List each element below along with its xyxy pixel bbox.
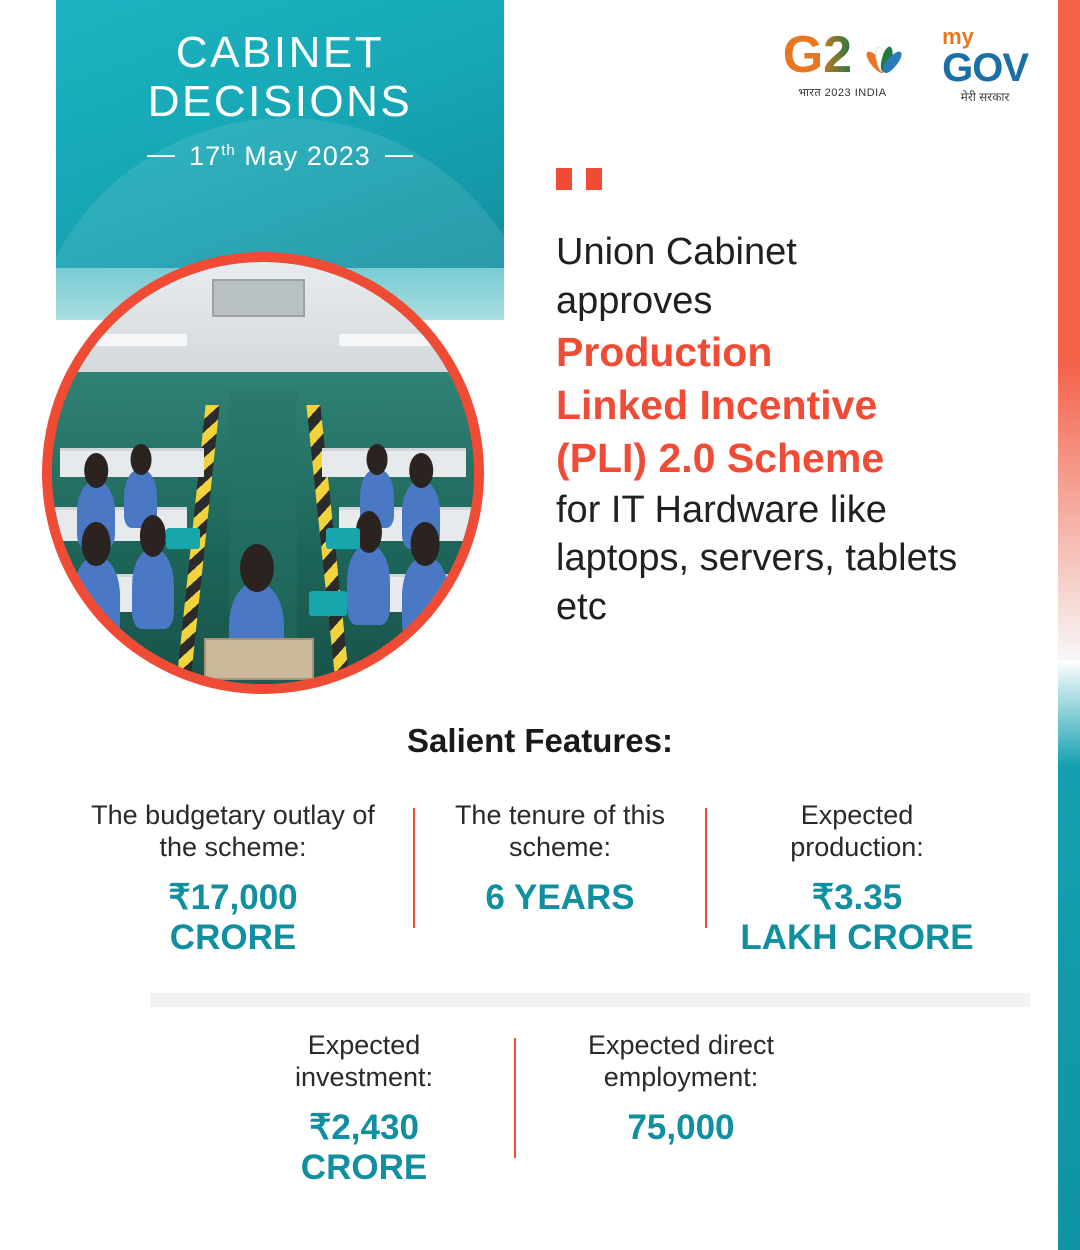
- feature-label: Expected direct employment:: [587, 1030, 775, 1092]
- feature-value-line1: 75,000: [627, 1107, 735, 1147]
- mygov-hindi-text: मेरी सरकार: [960, 90, 1010, 104]
- g20-lotus-icon: [856, 32, 902, 78]
- mygov-gov-text: GOV: [942, 46, 1028, 90]
- mygov-my-text: my: [942, 24, 974, 49]
- photo-ceiling-vent: [212, 279, 305, 317]
- g20-caption: भारत 2023 INDIA: [798, 87, 887, 99]
- header-date: [189, 141, 371, 172]
- feature-tenure: [415, 800, 705, 918]
- feature-row-1: [0, 800, 1060, 959]
- headline-highlight-line2: Linked Incentive: [556, 382, 878, 429]
- photo-workbench: [322, 448, 465, 478]
- header-date-day: 17: [189, 140, 222, 171]
- feature-label: The budgetary outlay of the scheme:: [91, 800, 375, 862]
- feature-value: [542, 1108, 820, 1149]
- g20-letters: G2: [782, 26, 853, 84]
- edge-accent-top: [1058, 0, 1080, 660]
- feature-value-line1: ₹17,000: [168, 877, 298, 917]
- feature-value: [733, 878, 981, 959]
- feature-value: [79, 878, 387, 959]
- salient-features-title: Salient Features:: [407, 722, 673, 759]
- photo-worker: [132, 549, 174, 629]
- feature-value-line2: CRORE: [169, 918, 297, 958]
- photo-worker: [347, 545, 389, 625]
- feature-value: [240, 1108, 488, 1189]
- feature-value-line1: 6 YEARS: [485, 877, 635, 917]
- photo-crate: [309, 591, 347, 616]
- header-text-group: [56, 0, 504, 172]
- header-panel: [56, 0, 504, 268]
- factory-photo: [52, 262, 474, 684]
- mygov-logo: [942, 26, 1028, 103]
- headline-highlight-line3: (PLI) 2.0 Scheme: [556, 434, 885, 481]
- photo-ceiling-light: [94, 334, 187, 347]
- quote-marks-icon: [556, 168, 602, 190]
- photo-worker: [402, 557, 448, 641]
- headline-line4: laptops, servers, tablets: [556, 537, 958, 580]
- photo-worker: [73, 557, 119, 641]
- header-title-line1: CABINET: [175, 28, 385, 77]
- header-title-line2: DECISIONS: [147, 77, 413, 127]
- feature-value: [441, 878, 679, 919]
- photo-crate: [166, 528, 200, 549]
- feature-value-line1: ₹2,430: [309, 1107, 419, 1147]
- headline-block: [556, 228, 1056, 632]
- feature-label: The tenure of this scheme:: [454, 800, 666, 862]
- header-date-rest: May 2023: [235, 140, 371, 171]
- photo-ceiling-light: [339, 334, 432, 347]
- feature-band-divider: [150, 993, 1030, 1007]
- dash-left-icon: [147, 155, 175, 157]
- g20-wordmark-row: [782, 26, 902, 84]
- feature-value-line1: ₹3.35: [811, 877, 903, 917]
- feature-expected-investment: [214, 1030, 514, 1189]
- photo-crate: [326, 528, 360, 549]
- headline-line1: Union Cabinet: [556, 231, 797, 273]
- feature-row-2: [0, 1030, 1060, 1189]
- photo-ring: [42, 252, 484, 694]
- g20-logo: [782, 26, 902, 100]
- photo-carton: [204, 638, 314, 680]
- feature-value-line2: CRORE: [300, 1148, 428, 1188]
- headline-highlight-line1: Production: [556, 329, 773, 376]
- headline-line2: approves: [556, 279, 713, 322]
- dash-right-icon: [385, 155, 413, 157]
- header-date-suffix: th: [221, 141, 236, 159]
- feature-value-line2: LAKH CRORE: [740, 918, 974, 958]
- feature-label: Expected investment:: [294, 1030, 434, 1092]
- headline-line3: for IT Hardware like: [556, 488, 887, 531]
- feature-expected-employment: [516, 1030, 846, 1148]
- header-date-row: [56, 141, 504, 172]
- feature-expected-production: [707, 800, 1007, 959]
- feature-budgetary-outlay: [53, 800, 413, 959]
- headline-line5: etc: [556, 585, 607, 628]
- feature-label: Expected production:: [790, 800, 924, 862]
- logo-group: [783, 26, 1028, 103]
